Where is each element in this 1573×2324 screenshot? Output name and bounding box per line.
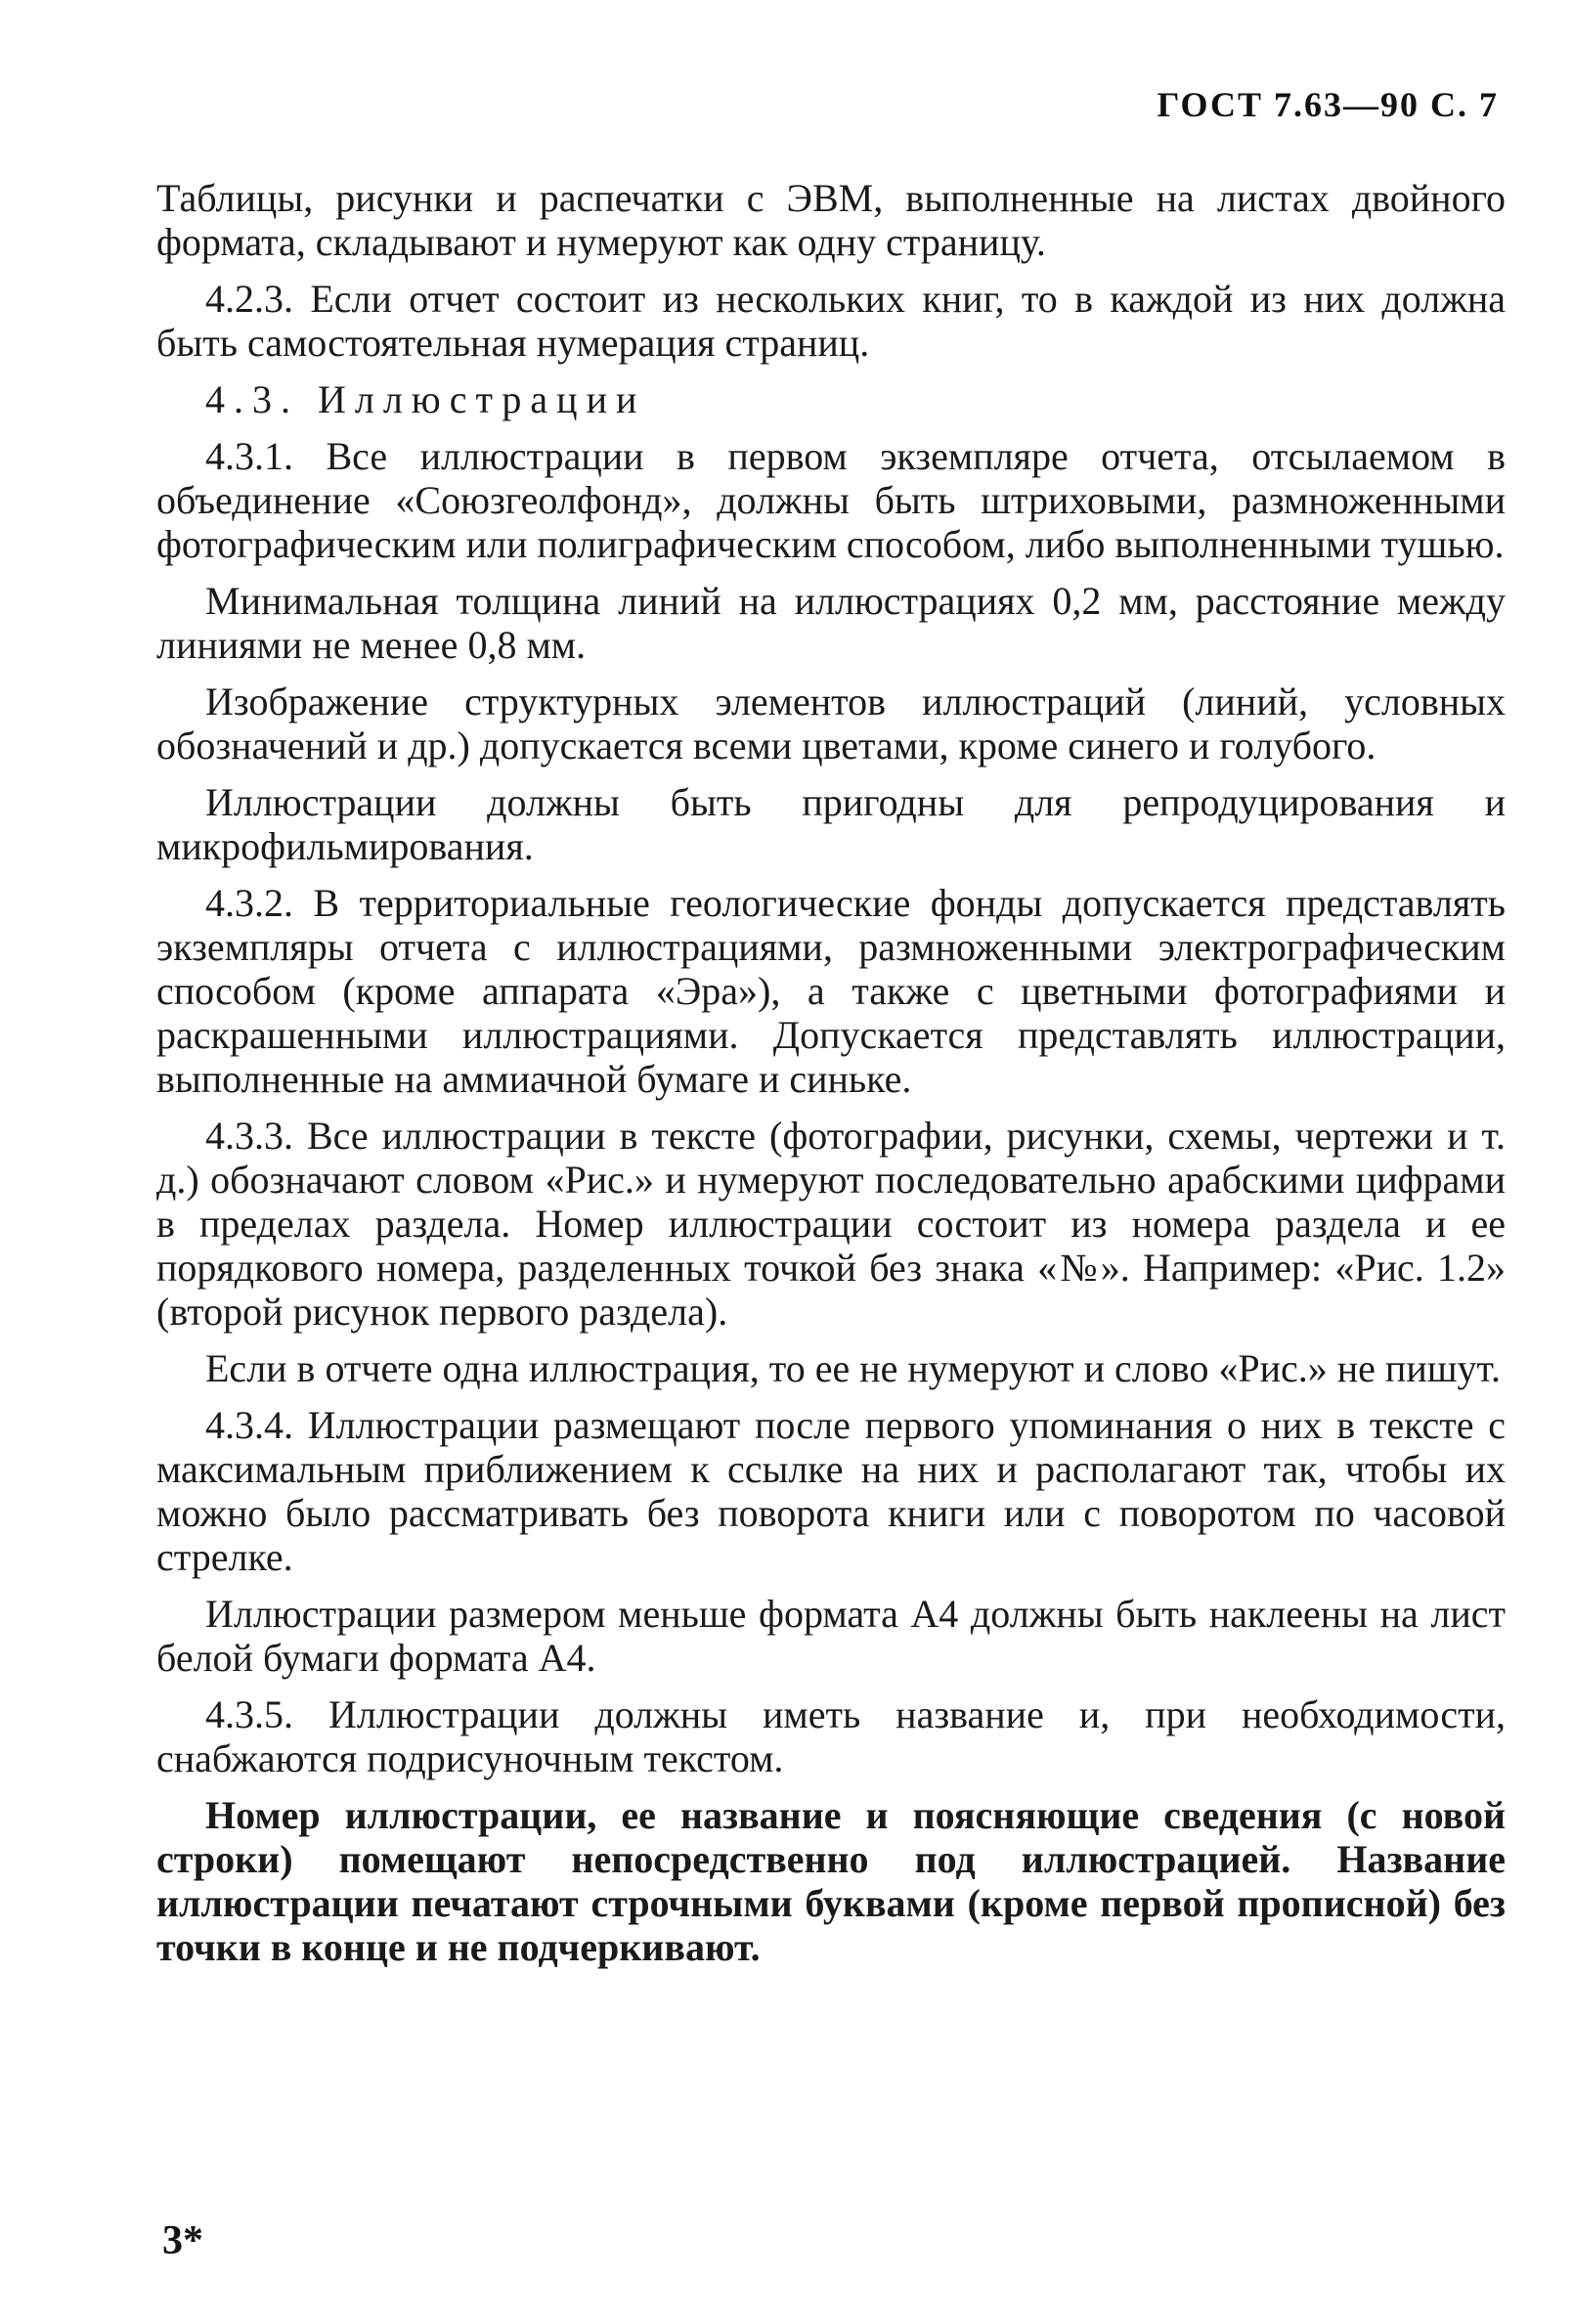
paragraph-continuation: Таблицы, рисунки и распечатки с ЭВМ, выполненные на листах двойного формата, складывают и нумеруют как одну страницу. [156,176,1506,264]
signature-mark: 3* [162,2218,203,2263]
clause-4-3-4: 4.3.4. Иллюстрации размещают после первого упоминания о них в тексте с максимальным приближением к ссылке на них и располагают так, чтобы их можно было рассматривать без поворота книги или с поворотом по часовой стрелке. [156,1403,1506,1579]
body-text [156,176,1506,1982]
section-heading-illustrations: 4.3. Иллюстрации [205,377,646,421]
paragraph-single-illustration: Если в отчете одна иллюстрация, то ее не нумеруют и слово «Рис.» не пишут. [205,1346,1502,1390]
paragraph-line-thickness: Минимальная толщина линий на иллюстрациях 0,2 мм, расстояние между линиями не менее 0,8 мм. [156,579,1506,667]
clause-4-3-5: 4.3.5. Иллюстрации должны иметь название и, при необходимости, снабжаются подрисуночным текстом. [156,1692,1506,1780]
clause-4-3-3: 4.3.3. Все иллюстрации в тексте (фотографии, рисунки, схемы, чертежи и т. д.) обозначают словом «Рис.» и нумеруют последовательно арабскими цифрами в пределах раздела. Номер иллюстрации состоит из номера раздела и ее порядкового номера, разделенных точкой без знака «№». Например: «Рис. 1.2» (второй рисунок первого раздела). [156,1114,1506,1334]
paragraph-a4-format: Иллюстрации размером меньше формата А4 должны быть наклеены на лист белой бумаги формата А4. [156,1592,1506,1680]
paragraph-colors: Изображение структурных элементов иллюстраций (линий, условных обозначений и др.) допускается всеми цветами, кроме синего и голубого. [156,680,1506,767]
clause-4-3-2: 4.3.2. В территориальные геологические фонды допускается представлять экземпляры отчета с иллюстрациями, размноженными электрографическим способом (кроме аппарата «Эра»), а также с цветными фотографиями и раскрашенными иллюстрациями. Допускается представлять иллюстрации, выполненные на аммиачной бумаге и синьке. [156,881,1506,1101]
paragraph-reproduction: Иллюстрации должны быть пригодны для репродуцирования и микрофильмирования. [156,780,1506,868]
paragraph-caption-rules: Номер иллюстрации, ее название и поясняющие сведения (с новой строки) помещают непосредственно под иллюстрацией. Название иллюстрации печатают строчными буквами (кроме первой прописной) без точки в конце и не подчеркивают. [156,1793,1506,1969]
running-header: ГОСТ 7.63—90 С. 7 [1157,85,1499,124]
clause-4-3-1: 4.3.1. Все иллюстрации в первом экземпляре отчета, отсылаемом в объединение «Союзгеолфонд», должны быть штриховыми, размноженными фотографическим или полиграфическим способом, либо выполненными тушью. [156,434,1506,566]
clause-4-2-3: 4.2.3. Если отчет состоит из нескольких книг, то в каждой из них должна быть самостоятельная нумерация страниц. [156,277,1506,365]
